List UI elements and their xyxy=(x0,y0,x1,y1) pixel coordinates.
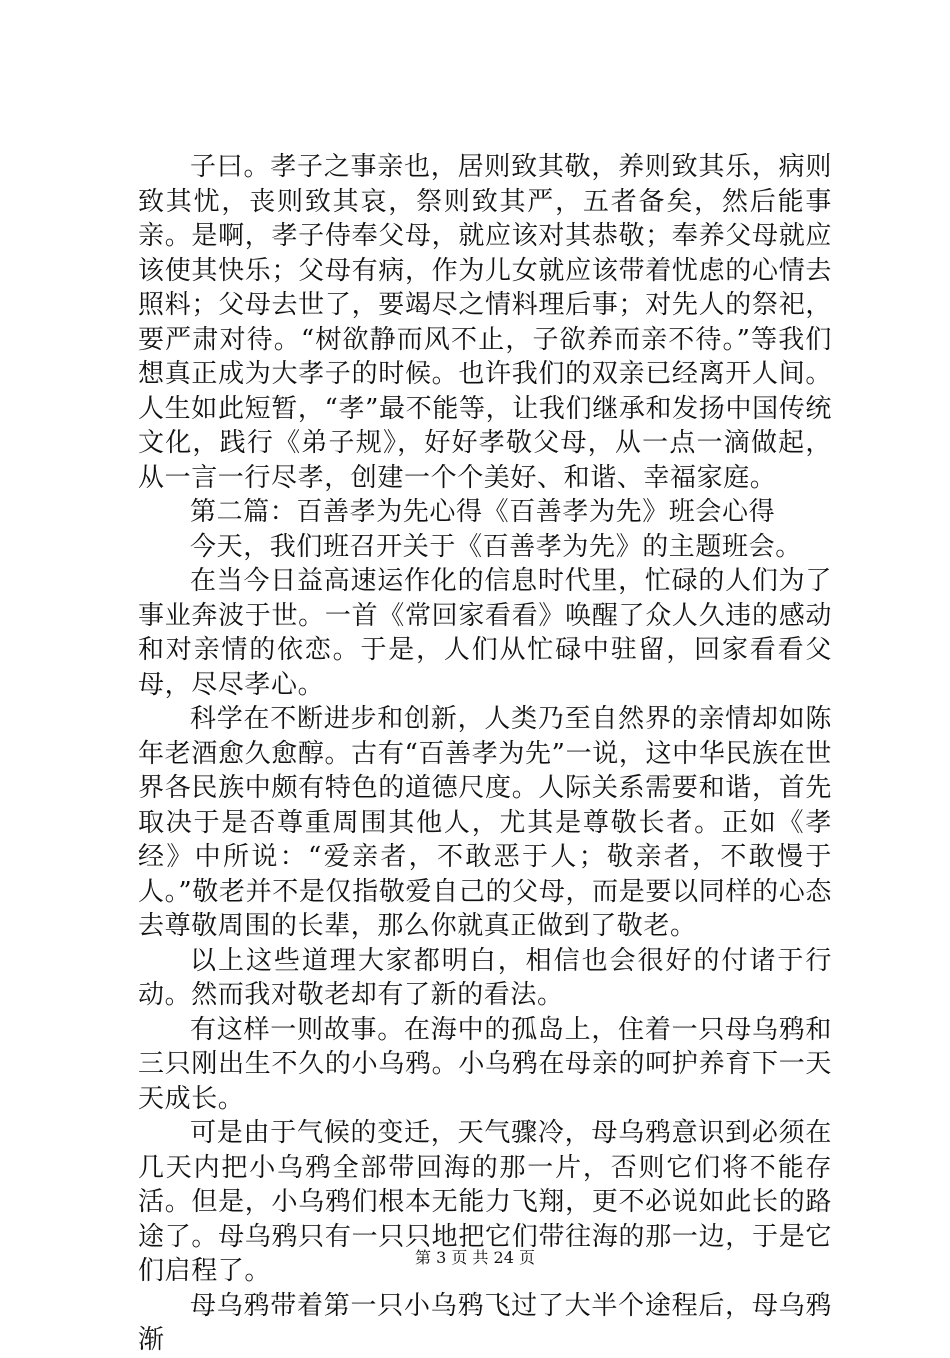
paragraph-6: 有这样一则故事。在海中的孤岛上，住着一只母乌鸦和三只刚出生不久的小乌鸦。小乌鸦在母亲的呵护养育下一天天成长。 xyxy=(138,1014,832,1114)
paragraph-4: 科学在不断进步和创新，人类乃至自然界的亲情却如陈年老酒愈久愈醇。古有“百善孝为先”一说，这中华民族在世界各民族中颇有特色的道德尺度。人际关系需要和谐，首先取决于是否尊重周围其他人，尤其是尊敬长者。正如《孝经》中所说：“爱亲者，不敢恶于人；敬亲者，不敢慢于人。”敬老并不是仅指敬爱自己的父母，而是要以同样的心态去尊敬周围的长辈，那么你就真正做到了敬老。 xyxy=(138,704,832,941)
paragraph-7: 可是由于气候的变迁，天气骤冷，母乌鸦意识到必须在几天内把小乌鸦全部带回海的那一片，否则它们将不能存活。但是，小乌鸦们根本无能力飞翔，更不必说如此长的路途了。母乌鸦只有一只只地把它们带往海的那一边，于是它们启程了。 xyxy=(138,1118,832,1286)
paragraph-8: 母乌鸦带着第一只小乌鸦飞过了大半个途程后，母乌鸦渐 xyxy=(138,1290,832,1355)
paragraph-5: 以上这些道理大家都明白，相信也会很好的付诸于行动。然而我对敬老却有了新的看法。 xyxy=(138,945,832,1010)
paragraph-3: 在当今日益高速运作化的信息时代里，忙碌的人们为了事业奔波于世。一首《常回家看看》唤醒了众人久违的感动和对亲情的依恋。于是，人们从忙碌中驻留，回家看看父母，尽尽孝心。 xyxy=(138,566,832,700)
document-body xyxy=(138,150,832,1358)
paragraph-1: 子曰。孝子之事亲也，居则致其敬，养则致其乐，病则致其忧，丧则致其哀，祭则致其严，五者备矣，然后能事亲。是啊，孝子侍奉父母，就应该对其恭敬；奉养父母就应该使其快乐；父母有病，作为儿女就应该带着忧虑的心情去照料；父母去世了，要竭尽之情料理后事；对先人的祭祀，要严肃对待。“树欲静而风不止，子欲养而亲不待。”等我们想真正成为大孝子的时候。也许我们的双亲已经离开人间。人生如此短暂，“孝”最不能等，让我们继承和发扬中国传统文化，践行《弟子规》，好好孝敬父母，从一点一滴做起，从一言一行尽孝，创建一个个美好、和谐、幸福家庭。 xyxy=(138,152,832,493)
paragraph-2: 今天，我们班召开关于《百善孝为先》的主题班会。 xyxy=(190,531,802,562)
page-footer: 第 3 页 共 24 页 xyxy=(415,1248,535,1267)
section-heading: 第二篇：百善孝为先心得《百善孝为先》班会心得 xyxy=(190,497,776,527)
